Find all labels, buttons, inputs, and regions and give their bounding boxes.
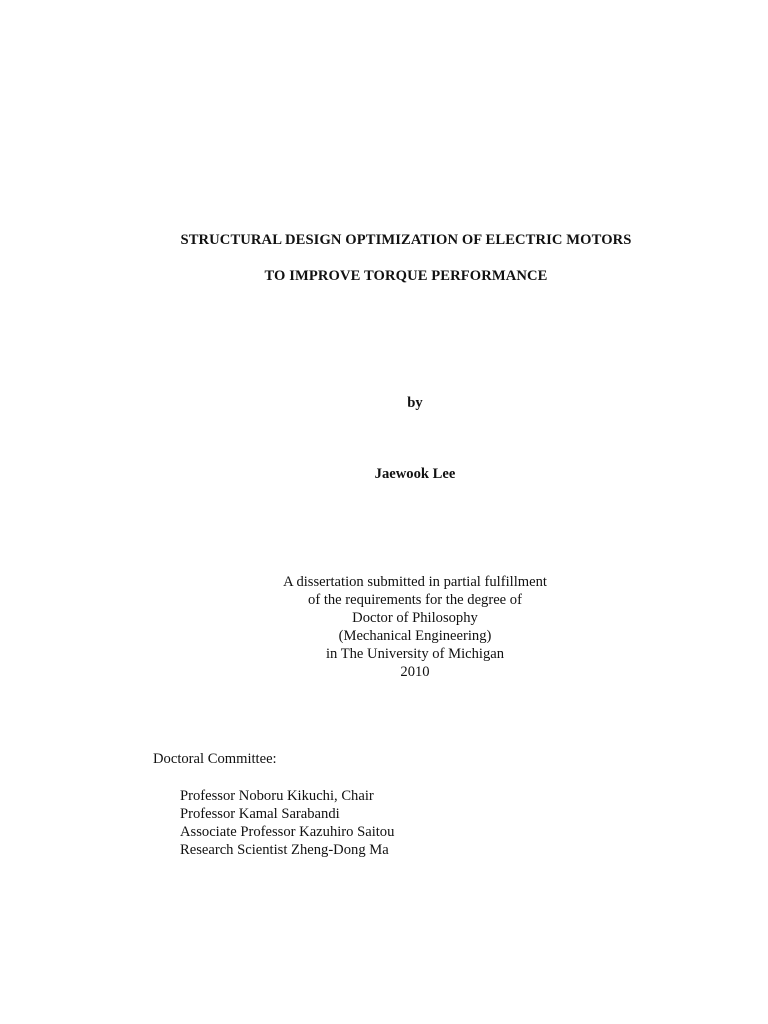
committee-member: Research Scientist Zheng-Dong Ma — [180, 842, 389, 858]
thesis-title-line-1: STRUCTURAL DESIGN OPTIMIZATION OF ELECTRIC MOTORS — [180, 232, 632, 248]
author-name: Jaewook Lee — [374, 466, 456, 482]
committee-members — [180, 787, 394, 859]
dissertation-statement — [283, 573, 547, 681]
dissertation-line: of the requirements for the degree of — [308, 592, 522, 608]
committee-member: Professor Noboru Kikuchi, Chair — [180, 788, 374, 804]
committee-member: Professor Kamal Sarabandi — [180, 806, 340, 822]
thesis-title-line-2: TO IMPROVE TORQUE PERFORMANCE — [264, 268, 548, 284]
dissertation-line: A dissertation submitted in partial fulfillment — [283, 574, 547, 590]
department-name: (Mechanical Engineering) — [338, 628, 492, 644]
university-name: in The University of Michigan — [325, 646, 505, 662]
committee-member: Associate Professor Kazuhiro Saitou — [180, 824, 395, 840]
committee-heading: Doctoral Committee: — [153, 751, 277, 767]
year: 2010 — [400, 664, 430, 680]
degree-name: Doctor of Philosophy — [352, 610, 478, 626]
byline: by — [407, 395, 423, 411]
